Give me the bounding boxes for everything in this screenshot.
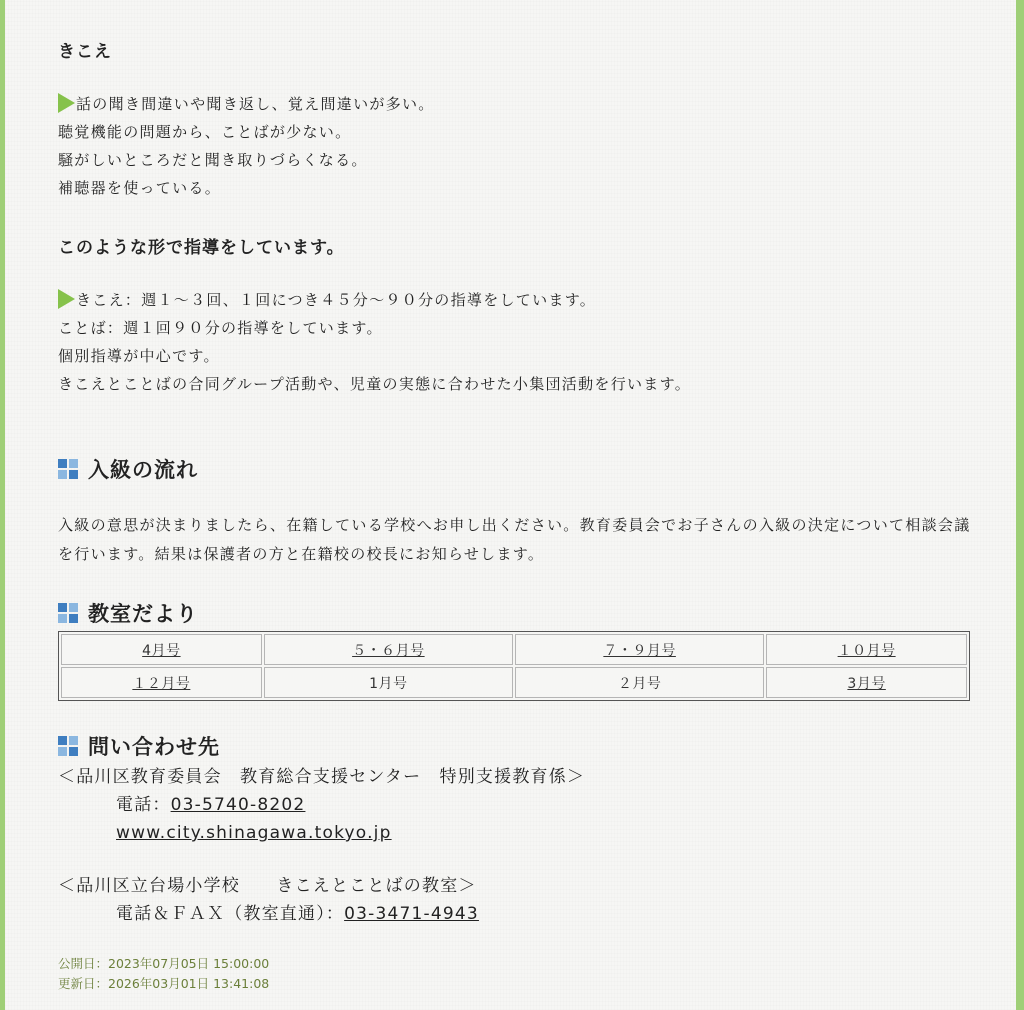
- triangle-bullet-icon: [58, 289, 75, 309]
- list-item: 聴覚機能の問題から、ことばが少ない。: [58, 123, 352, 141]
- newsletter-cell[interactable]: [264, 634, 513, 665]
- list-item: 個別指導が中心です。: [58, 347, 220, 365]
- list-item: ことば：週１回９０分の指導をしています。: [58, 319, 383, 337]
- contact-org: ＜品川区立台場小学校 きこえとことばの教室＞: [58, 876, 477, 896]
- page-dates: [58, 954, 269, 994]
- contact-website-row: [58, 819, 585, 847]
- newsletter-link[interactable]: ５・６月号: [352, 642, 425, 659]
- contact-org: ＜品川区教育委員会 教育総合支援センター 特別支援教育係＞: [58, 767, 586, 787]
- hearing-list: [58, 90, 435, 202]
- newsletter-link[interactable]: 4月号: [142, 642, 181, 659]
- contact-phone-row: [58, 791, 585, 819]
- newsletter-cell: [264, 667, 513, 698]
- phone-label: 電話：: [116, 795, 171, 815]
- phone-label: 電話＆ＦＡＸ（教室直通）：: [116, 904, 345, 924]
- contact-block-1: [58, 763, 585, 847]
- website-link[interactable]: www.city.shinagawa.tokyo.jp: [116, 823, 392, 843]
- phone-link[interactable]: 03-5740-8202: [170, 795, 306, 815]
- list-item: きこえとことばの合同グループ活動や、児童の実態に合わせた小集団活動を行います。: [58, 375, 692, 393]
- hearing-heading: きこえ: [58, 42, 112, 62]
- newsletter-heading: 教室だより: [58, 598, 198, 628]
- newsletter-label: ２月号: [617, 675, 662, 692]
- contact-block-2: [58, 872, 479, 928]
- contact-heading: 問い合わせ先: [58, 731, 220, 761]
- list-item: 騒がしいところだと聞き取りづらくなる。: [58, 151, 368, 169]
- enrollment-heading: 入級の流れ: [58, 454, 198, 484]
- heading-squares-icon: [58, 459, 78, 479]
- list-item: 話の聞き間違いや聞き返し、覚え間違いが多い。: [58, 90, 435, 118]
- newsletter-cell[interactable]: [61, 634, 262, 665]
- newsletter-cell[interactable]: [766, 634, 967, 665]
- table-row: [61, 667, 967, 698]
- heading-squares-icon: [58, 736, 78, 756]
- newsletter-link[interactable]: ７・９月号: [603, 642, 676, 659]
- table-row: [61, 634, 967, 665]
- newsletter-link[interactable]: 3月号: [847, 675, 886, 692]
- newsletter-link[interactable]: １２月号: [132, 675, 191, 692]
- newsletter-link[interactable]: １０月号: [837, 642, 896, 659]
- page-background: [5, 0, 1016, 1010]
- triangle-bullet-icon: [58, 93, 75, 113]
- phone-link[interactable]: 03-3471-4943: [344, 904, 479, 924]
- newsletter-cell[interactable]: [766, 667, 967, 698]
- updated-date: 更新日：2026年03月01日 13:41:08: [58, 976, 270, 991]
- newsletter-label: 1月号: [369, 675, 408, 692]
- newsletter-cell: [515, 667, 764, 698]
- page-frame-right: [1016, 0, 1024, 1010]
- list-item: 補聴器を使っている。: [58, 179, 222, 197]
- contact-phone-row: [58, 900, 479, 928]
- published-date: 公開日：2023年07月05日 15:00:00: [58, 956, 270, 971]
- guidance-heading: このような形で指導をしています。: [58, 238, 345, 258]
- guidance-list: [58, 286, 691, 398]
- enrollment-text: 入級の意思が決まりましたら、在籍している学校へお申し出ください。教育委員会でお子さんの入級の決定について相談会議を行います。結果は保護者の方と在籍校の校長にお知らせします。: [58, 516, 971, 563]
- newsletter-table: [58, 631, 970, 701]
- list-item: きこえ：週１～３回、１回につき４５分～９０分の指導をしています。: [58, 286, 691, 314]
- heading-squares-icon: [58, 603, 78, 623]
- newsletter-cell[interactable]: [515, 634, 764, 665]
- newsletter-cell[interactable]: [61, 667, 262, 698]
